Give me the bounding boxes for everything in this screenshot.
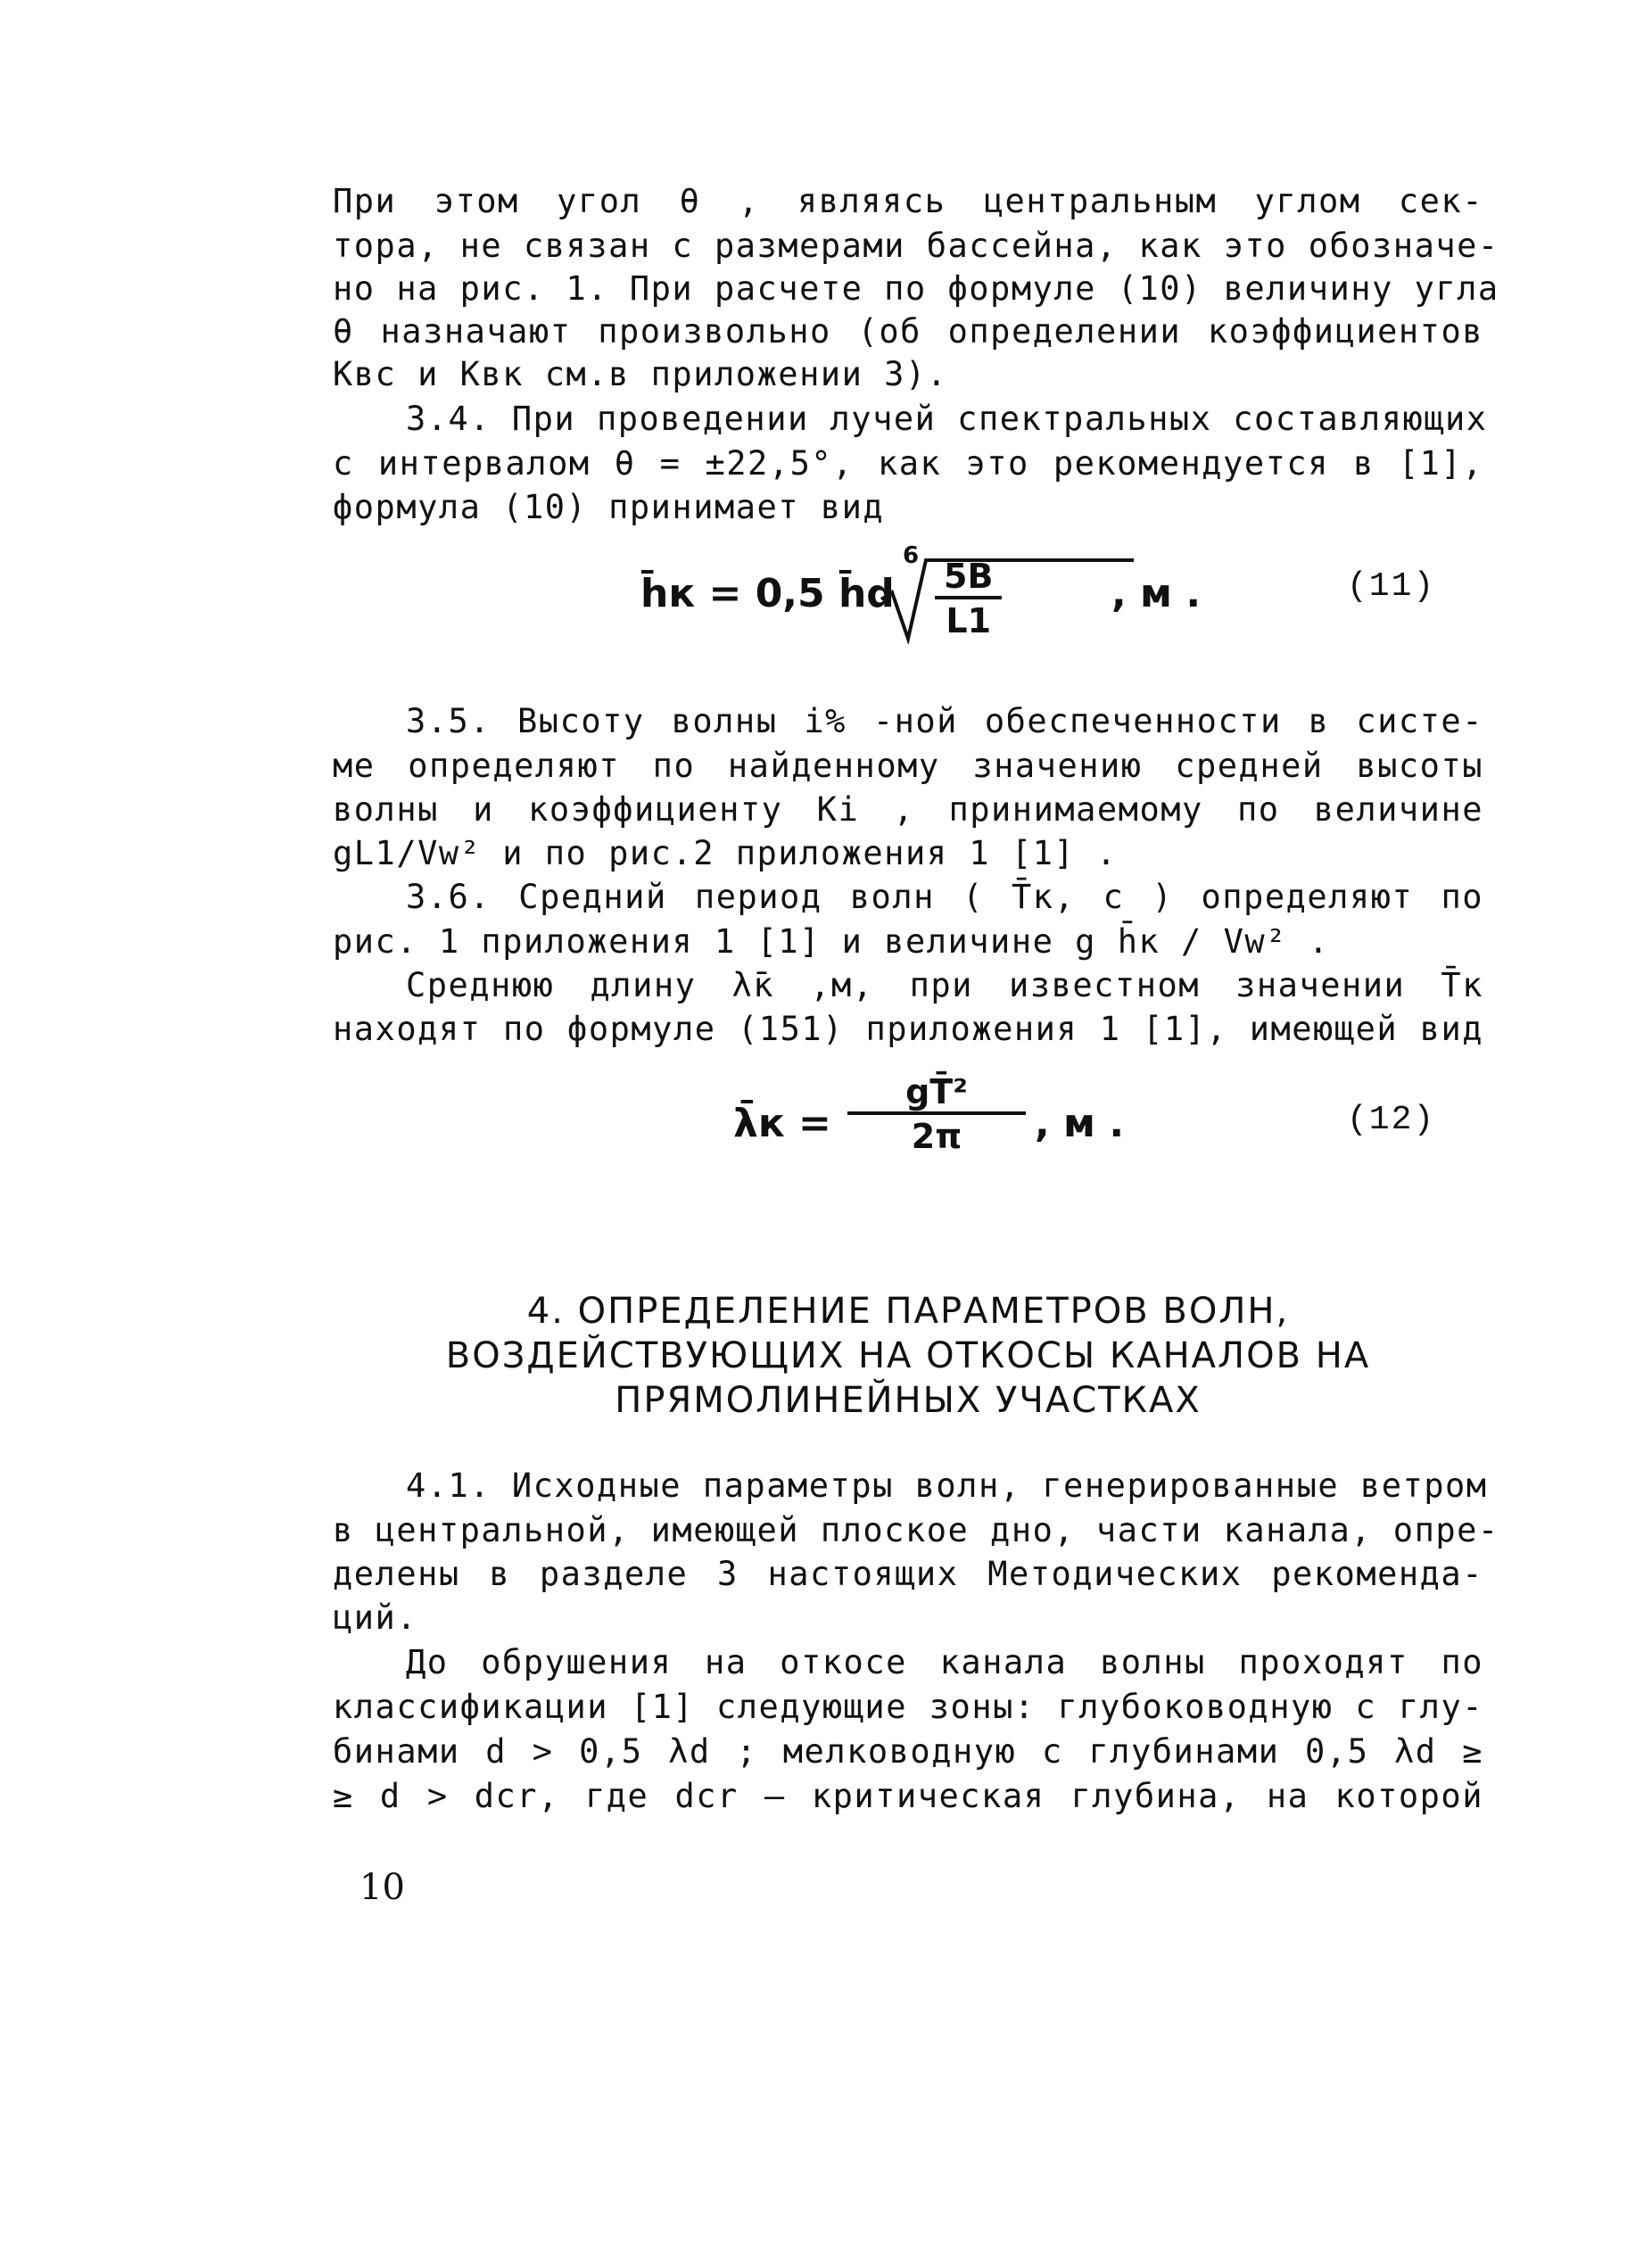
heading-line: 4. ОПРЕДЕЛЕНИЕ ПАРАМЕТРОВ ВОЛН, (526, 1291, 1290, 1332)
heading-line: ПРЯМОЛИНЕЙНЫХ УЧАСТКАХ (615, 1380, 1202, 1421)
text-line: ций. (333, 1598, 418, 1637)
text-line: в центральной, имеющей плоское дно, части канала, опре- (333, 1511, 1499, 1549)
text-line: gL1/Vw² и по рис.2 приложения 1 [1] . (333, 834, 1118, 872)
formula-11-tail: , м . (1111, 571, 1202, 616)
radical-sign-icon (880, 553, 1138, 644)
formula-12-fraction (847, 1072, 1026, 1156)
text-line: При этом угол θ , являясь центральным углом сек- (333, 182, 1483, 220)
text-line: рис. 1 приложения 1 [1] и величине g h̄к / Vw² . (333, 922, 1330, 961)
formula-11-fraction (935, 557, 1002, 640)
formula-12-denominator: 2π (911, 1117, 962, 1156)
formula-12-numerator: gT̄² (847, 1072, 1026, 1115)
text-line: делены в разделе 3 настоящих Методических рекоменда- (333, 1555, 1483, 1593)
page-number: 10 (359, 1867, 405, 1908)
text-line: Kвс и Kвк см.в приложении 3). (333, 355, 948, 393)
formula-12-tail: , м . (1035, 1101, 1125, 1146)
text-line: но на рис. 1. При расчете по формуле (10) величину угла (333, 269, 1499, 308)
equation-number-12: (12) (1347, 1101, 1436, 1139)
text-line: тора, не связан с размерами бассейна, как это обозначе- (333, 227, 1499, 265)
text-line: 4.1. Исходные параметры волн, генерированные ветром (406, 1466, 1488, 1505)
formula-11-lhs: h̄к = 0,5 h̄d (640, 571, 895, 616)
text-line: бинами d > 0,5 λd ; мелководную с глубинами 0,5 λd ≥ (333, 1732, 1483, 1771)
text-line: ме определяют по найденному значению средней высоты (333, 747, 1483, 785)
text-line: находят по формуле (151) приложения 1 [1], имеющей вид (333, 1010, 1483, 1048)
text-line: ≥ d > dcr, где dcr – критическая глубина, на которой (333, 1777, 1483, 1815)
text-line: Среднюю длину λ̄к ,м, при известном значении T̄к (406, 966, 1483, 1004)
text-line: До обрушения на откосе канала волны проходят по (406, 1643, 1483, 1681)
heading-line: ВОЗДЕЙСТВУЮЩИХ НА ОТКОСЫ КАНАЛОВ НА (445, 1335, 1371, 1376)
text-line: 3.6. Средний период волн ( T̄к, с ) определяют по (406, 878, 1483, 916)
text-line: θ назначают произвольно (об определении коэффициентов (333, 312, 1483, 351)
text-line: волны и коэффициенту Ki , принимаемому по величине (333, 790, 1483, 829)
formula-12-lhs: λ̄к = (733, 1101, 831, 1146)
text-line: формула (10) принимает вид (333, 488, 885, 526)
formula-11-root-index: 6 (903, 542, 920, 569)
equation-number-11: (11) (1347, 567, 1436, 606)
text-line: классификации [1] следующие зоны: глубоководную с глу- (333, 1688, 1483, 1726)
formula-11-numerator: 5B (935, 557, 1002, 599)
text-line: с интервалом θ = ±22,5°, как это рекомендуется в [1], (333, 444, 1483, 483)
text-line: 3.5. Высоту волны i% -ной обеспеченности в систе- (406, 702, 1483, 740)
formula-11-denominator: L1 (946, 601, 992, 640)
text-line: 3.4. При проведении лучей спектральных составляющих (406, 400, 1488, 438)
